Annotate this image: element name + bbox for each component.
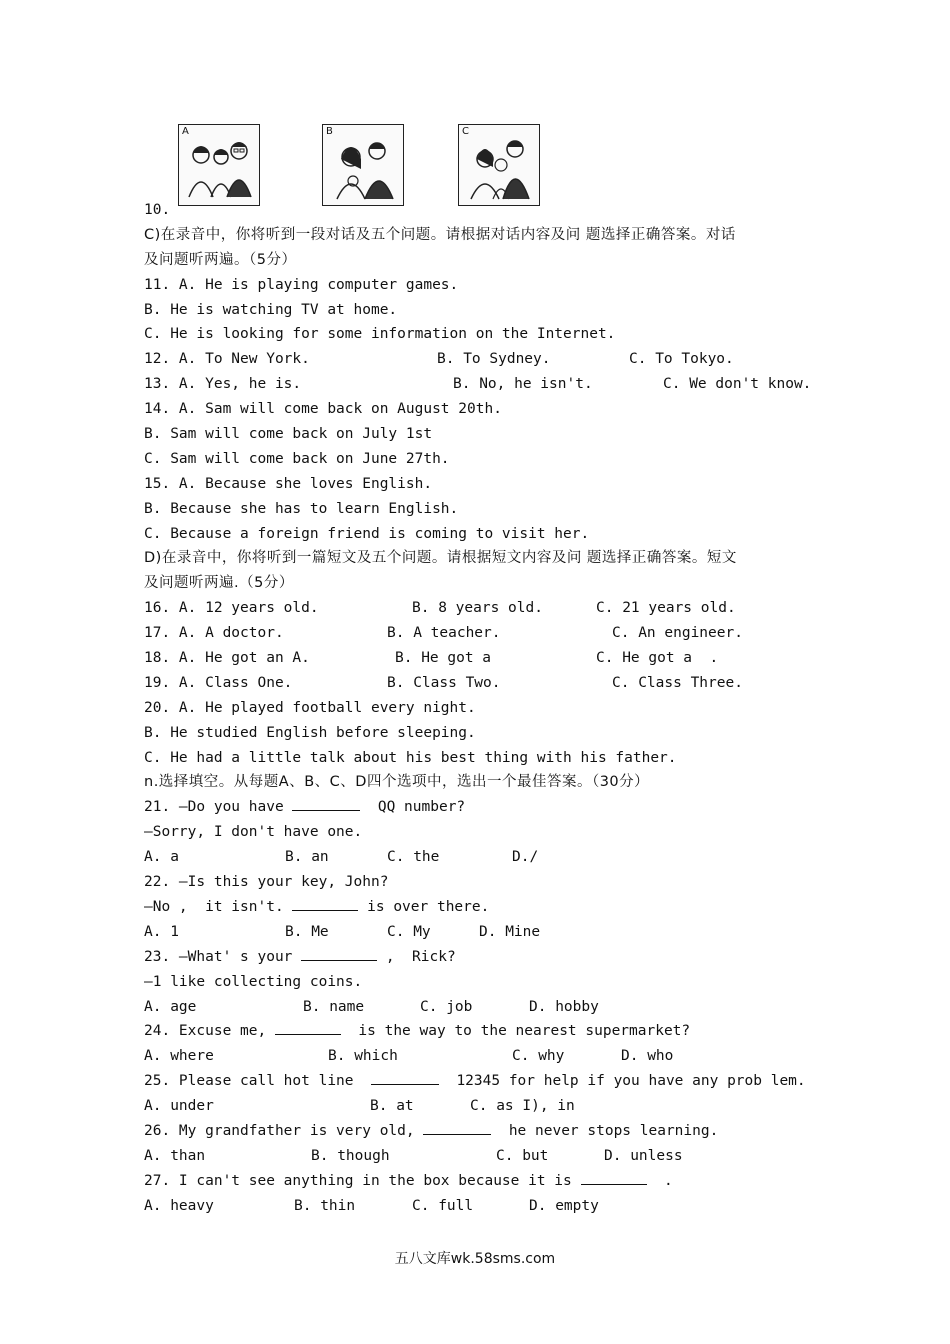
q13-option-a: 13. A. Yes, he is. <box>144 376 302 393</box>
q16-option-a: 16. A. 12 years old. <box>144 600 319 617</box>
q12-option-c: C. To Tokyo. <box>629 351 734 368</box>
q13-row <box>144 372 824 397</box>
picture-label: C <box>462 126 469 137</box>
question-lines <box>144 198 824 1219</box>
q12-row <box>144 347 824 372</box>
q26-stem-post: he never stops learning. <box>491 1122 719 1139</box>
q18-option-b: B. He got a <box>395 650 492 667</box>
q27-stem <box>144 1169 824 1194</box>
section-c-instruction: C)在录音中，你将听到一段对话及五个问题。请根据对话内容及问 题选择正确答案。对话 <box>144 226 736 243</box>
q17-row <box>144 621 824 646</box>
q26-stem-pre: 26. My grandfather is very old, <box>144 1122 424 1139</box>
q19-row <box>144 671 824 696</box>
family-sketch-c <box>459 125 539 205</box>
q23-reply: —1 like collecting coins. <box>144 973 363 990</box>
q25-stem <box>144 1069 824 1094</box>
q22-option-d: D. Mine <box>479 923 541 940</box>
q15-option-a: 15. A. Because she loves English. <box>144 475 433 492</box>
q12-option-a: 12. A. To New York. <box>144 351 310 368</box>
q23-option-a: A. age <box>144 998 197 1015</box>
q26-row <box>144 1144 824 1169</box>
q13-option-c: C. We don't know. <box>663 376 812 393</box>
family-picture-b <box>322 124 404 206</box>
q22-option-a: A. 1 <box>144 923 179 940</box>
picture-label: B <box>326 126 333 137</box>
q12-option-b: B. To Sydney. <box>437 351 551 368</box>
q23-blank <box>301 946 377 961</box>
q27-row <box>144 1194 824 1219</box>
q27-option-b: B. thin <box>294 1197 356 1214</box>
q26-option-c: C. but <box>496 1147 549 1164</box>
q18-row <box>144 646 824 671</box>
q24-stem-post: is the way to the nearest supermarket? <box>340 1023 691 1040</box>
q20-option-b: B. He studied English before sleeping. <box>144 724 476 741</box>
q21-stem-post: QQ number? <box>360 799 466 816</box>
q26-option-a: A. than <box>144 1147 206 1164</box>
q24-blank <box>275 1020 341 1035</box>
q25-stem-pre: 25. Please call hot line <box>144 1073 371 1090</box>
q27-option-a: A. heavy <box>144 1197 214 1214</box>
q23-option-d: D. hobby <box>529 998 599 1015</box>
q17-option-b: B. A teacher. <box>387 625 501 642</box>
q18-option-c: C. He got a . <box>596 650 719 667</box>
q23-option-b: B. name <box>303 998 365 1015</box>
q25-row <box>144 1094 824 1119</box>
q21-option-d: D./ <box>512 849 539 866</box>
q22-reply-pre: —No , it isn't. <box>144 898 293 915</box>
q22-reply <box>144 895 824 920</box>
q27-stem-pre: 27. I can't see anything in the box because it is <box>144 1172 581 1189</box>
q25-option-a: A. under <box>144 1098 214 1115</box>
q22-reply-post: is over there. <box>358 898 490 915</box>
q14-option-b: B. Sam will come back on July 1st <box>144 426 433 443</box>
q21-row <box>144 845 824 870</box>
q19-option-a: 19. A. Class One. <box>144 674 293 691</box>
q23-stem-pre: 23. —What' s your <box>144 948 302 965</box>
q24-option-c: C. why <box>512 1048 565 1065</box>
q11-option-b: B. He is watching TV at home. <box>144 301 398 318</box>
section-d-instruction-2: 及问题听两遍.（5分） <box>144 575 294 592</box>
q20-option-a: 20. A. He played football every night. <box>144 699 476 716</box>
q21-reply: —Sorry, I don't have one. <box>144 824 363 841</box>
q22-option-b: B. Me <box>285 923 329 940</box>
q27-option-c: C. full <box>412 1197 474 1214</box>
q23-stem <box>144 945 824 970</box>
q27-blank <box>581 1170 647 1185</box>
q15-option-b: B. Because she has to learn English. <box>144 500 459 517</box>
q26-blank <box>423 1120 491 1135</box>
q24-row <box>144 1044 824 1069</box>
q20-option-c: C. He had a little talk about his best thing with his father. <box>144 749 677 766</box>
q16-row <box>144 596 824 621</box>
q24-stem-pre: 24. Excuse me, <box>144 1023 275 1040</box>
family-sketch-b <box>323 125 403 205</box>
q27-stem-post: . <box>646 1172 673 1189</box>
q25-option-c: C. as I), in <box>470 1098 575 1115</box>
family-picture-c <box>458 124 540 206</box>
family-picture-a <box>178 124 260 206</box>
page-footer: 五八文库wk.58sms.com <box>394 1251 556 1267</box>
q26-option-b: B. though <box>311 1147 390 1164</box>
q17-option-a: 17. A. A doctor. <box>144 625 284 642</box>
q27-option-d: D. empty <box>529 1197 599 1214</box>
q22-question: 22. —Is this your key, John? <box>144 874 389 891</box>
q21-option-c: C. the <box>387 849 440 866</box>
q23-stem-post: , Rick? <box>377 948 456 965</box>
q24-option-a: A. where <box>144 1048 214 1065</box>
q18-option-a: 18. A. He got an A. <box>144 650 310 667</box>
q11-option-a: 11. A. He is playing computer games. <box>144 276 459 293</box>
q15-option-c: C. Because a foreign friend is coming to visit her. <box>144 525 590 542</box>
q10-pictures <box>144 124 564 206</box>
q21-option-b: B. an <box>285 849 329 866</box>
q21-blank <box>292 796 360 811</box>
q16-option-c: C. 21 years old. <box>596 600 736 617</box>
q10-number: 10. <box>144 202 171 218</box>
q19-option-b: B. Class Two. <box>387 674 501 691</box>
q21-stem <box>144 795 824 820</box>
q21-stem-pre: 21. —Do you have <box>144 799 293 816</box>
q26-option-d: D. unless <box>604 1147 683 1164</box>
q25-blank <box>371 1070 439 1085</box>
q14-option-a: 14. A. Sam will come back on August 20th. <box>144 401 502 418</box>
q22-option-c: C. My <box>387 923 431 940</box>
q24-stem <box>144 1019 824 1044</box>
q24-option-b: B. which <box>328 1048 398 1065</box>
q25-option-b: B. at <box>370 1098 414 1115</box>
q13-option-b: B. No, he isn't. <box>453 376 593 393</box>
q23-option-c: C. job <box>420 998 473 1015</box>
q22-blank <box>292 896 358 911</box>
q23-row <box>144 995 824 1020</box>
q22-row <box>144 920 824 945</box>
q14-option-c: C. Sam will come back on June 27th. <box>144 450 450 467</box>
q16-option-b: B. 8 years old. <box>412 600 543 617</box>
family-sketch-a <box>179 125 259 205</box>
q21-option-a: A. a <box>144 849 179 866</box>
q24-option-d: D. who <box>621 1048 674 1065</box>
section-ii-instruction: n.选择填空。从每题A、B、C、D四个选项中，选出一个最佳答案。（30分） <box>144 774 650 791</box>
picture-label: A <box>182 126 189 137</box>
q19-option-c: C. Class Three. <box>612 674 743 691</box>
q26-stem <box>144 1119 824 1144</box>
section-d-instruction: D)在录音中，你将听到一篇短文及五个问题。请根据短文内容及问 题选择正确答案。短文 <box>144 550 737 567</box>
q11-option-c: C. He is looking for some information on the Internet. <box>144 326 616 343</box>
section-c-instruction-2: 及问题听两遍。（5分） <box>144 251 297 268</box>
q25-stem-post: 12345 for help if you have any prob lem. <box>438 1073 806 1090</box>
q17-option-c: C. An engineer. <box>612 625 743 642</box>
